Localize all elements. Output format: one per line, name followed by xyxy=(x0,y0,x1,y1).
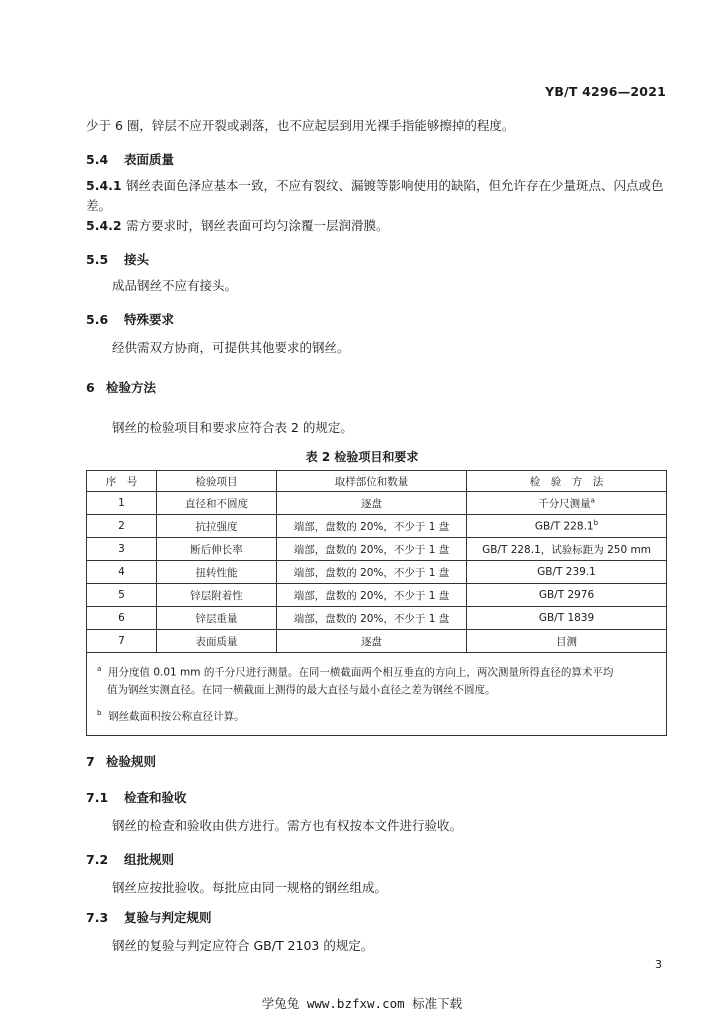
cell-item: 表面质量 xyxy=(157,630,277,653)
cell-sampling: 端部，盘数的 20%，不少于 1 盘 xyxy=(277,607,467,630)
section-5-5-heading xyxy=(86,250,149,268)
section-title: 表面质量 xyxy=(124,152,175,167)
section-title: 检验方法 xyxy=(106,380,157,395)
section-5-6-heading xyxy=(86,310,174,328)
cell-sampling: 端部，盘数的 20%，不少于 1 盘 xyxy=(277,515,467,538)
cell-method xyxy=(467,515,667,538)
footnote-a xyxy=(97,661,656,682)
section-title: 特殊要求 xyxy=(124,312,175,327)
cell-method: 目测 xyxy=(467,630,667,653)
section-title: 检查和验收 xyxy=(124,790,187,805)
continuation-text: 少于 6 圈，锌层不应开裂或剥落，也不应起层到用光裸手指能够擦掉的程度。 xyxy=(86,118,515,133)
cell-item: 锌层重量 xyxy=(157,607,277,630)
clause-5-4-2 xyxy=(86,216,389,236)
cell-sampling: 逐盘 xyxy=(277,492,467,515)
clause-text: 需方要求时，钢丝表面可均匀涂覆一层润滑膜。 xyxy=(126,218,389,233)
table-row xyxy=(87,607,667,630)
header-cell: 检 验 方 法 xyxy=(467,471,667,492)
section-number: 7.3 xyxy=(86,910,109,925)
section-7-1-text: 钢丝的检查和验收由供方进行。需方也有权按本文件进行验收。 xyxy=(112,818,463,833)
table-row xyxy=(87,630,667,653)
cell-no: 6 xyxy=(87,607,157,630)
inspection-table xyxy=(86,470,667,736)
cell-method: GB/T 1839 xyxy=(467,607,667,630)
table-header-row xyxy=(87,471,667,492)
cell-item: 扭转性能 xyxy=(157,561,277,584)
section-number: 7 xyxy=(86,754,95,769)
footnote-text: 钢丝截面积按公称直径计算。 xyxy=(108,710,245,722)
cell-no: 5 xyxy=(87,584,157,607)
section-number: 7.1 xyxy=(86,790,109,805)
page-number: 3 xyxy=(655,958,662,971)
table-footnotes xyxy=(87,653,667,736)
clause-number: 5.4.1 xyxy=(86,178,122,193)
method-text: 千分尺测量 xyxy=(538,497,591,510)
footnote-a-continued: 值为钢丝实测直径。在同一横截面上测得的最大直径与最小直径之差为钢丝不圆度。 xyxy=(107,683,496,696)
clause-5-4-1 xyxy=(86,176,664,196)
footnote-b xyxy=(97,705,656,726)
cell-item: 锌层附着性 xyxy=(157,584,277,607)
footnote-mark: a xyxy=(590,496,595,504)
table-row xyxy=(87,492,667,515)
header-cell: 序 号 xyxy=(87,471,157,492)
section-5-5-text: 成品钢丝不应有接头。 xyxy=(112,278,238,293)
cell-no: 2 xyxy=(87,515,157,538)
footnote-mark: a xyxy=(97,665,102,673)
table-caption: 表 2 检验项目和要求 xyxy=(305,450,419,464)
section-number: 5.6 xyxy=(86,312,109,327)
header-cell: 检验项目 xyxy=(157,471,277,492)
cell-sampling: 端部，盘数的 20%，不少于 1 盘 xyxy=(277,584,467,607)
table-footnotes-row xyxy=(87,653,667,736)
table-row xyxy=(87,515,667,538)
cell-sampling: 端部，盘数的 20%，不少于 1 盘 xyxy=(277,561,467,584)
section-6-text: 钢丝的检验项目和要求应符合表 2 的规定。 xyxy=(112,420,353,435)
cell-method: GB/T 2976 xyxy=(467,584,667,607)
section-7-1-heading xyxy=(86,788,187,806)
method-text: GB/T 228.1 xyxy=(534,520,594,533)
footnote-text: 用分度值 0.01 mm 的千分尺进行测量。在同一横截面两个相互垂直的方向上，两次测量所得直径的算术平均 xyxy=(107,666,614,679)
section-title: 接头 xyxy=(124,252,150,267)
clause-number: 5.4.2 xyxy=(86,218,122,233)
cell-method xyxy=(467,492,667,515)
section-title: 复验与判定规则 xyxy=(124,910,212,925)
section-title: 组批规则 xyxy=(124,852,175,867)
section-5-6-text: 经供需双方协商，可提供其他要求的钢丝。 xyxy=(112,340,350,355)
section-7-2-heading xyxy=(86,850,174,868)
cell-no: 1 xyxy=(87,492,157,515)
cell-sampling: 端部，盘数的 20%，不少于 1 盘 xyxy=(277,538,467,561)
cell-no: 3 xyxy=(87,538,157,561)
section-number: 5.4 xyxy=(86,152,109,167)
cell-sampling: 逐盘 xyxy=(277,630,467,653)
section-number: 6 xyxy=(86,380,95,395)
section-5-4-heading xyxy=(86,150,174,168)
table-row xyxy=(87,584,667,607)
header-cell: 取样部位和数量 xyxy=(277,471,467,492)
section-number: 7.2 xyxy=(86,852,109,867)
watermark-footer: 学兔兔 www.bzfxw.com 标准下载 xyxy=(261,996,463,1011)
section-7-2-text: 钢丝应按批验收。每批应由同一规格的钢丝组成。 xyxy=(112,880,388,895)
section-7-heading xyxy=(86,752,156,770)
footnote-mark: b xyxy=(97,708,102,717)
clause-text: 钢丝表面色泽应基本一致，不应有裂纹、漏镀等影响使用的缺陷，但允许存在少量斑点、闪点或色 xyxy=(126,178,664,193)
section-7-3-heading xyxy=(86,908,212,926)
table-row xyxy=(87,561,667,584)
cell-no: 7 xyxy=(87,630,157,653)
document-code: YB/T 4296—2021 xyxy=(545,84,666,99)
section-title: 检验规则 xyxy=(106,754,157,769)
section-7-3-text: 钢丝的复验与判定应符合 GB/T 2103 的规定。 xyxy=(112,938,374,953)
footnote-mark: b xyxy=(593,519,599,528)
clause-5-4-1-continued: 差。 xyxy=(86,198,112,213)
cell-item: 直径和不圆度 xyxy=(157,492,277,515)
section-6-heading xyxy=(86,378,156,396)
section-number: 5.5 xyxy=(86,252,109,267)
cell-method: GB/T 239.1 xyxy=(467,561,667,584)
table-row xyxy=(87,538,667,561)
cell-no: 4 xyxy=(87,561,157,584)
cell-method: GB/T 228.1，试验标距为 250 mm xyxy=(467,538,667,561)
cell-item: 断后伸长率 xyxy=(157,538,277,561)
cell-item: 抗拉强度 xyxy=(157,515,277,538)
